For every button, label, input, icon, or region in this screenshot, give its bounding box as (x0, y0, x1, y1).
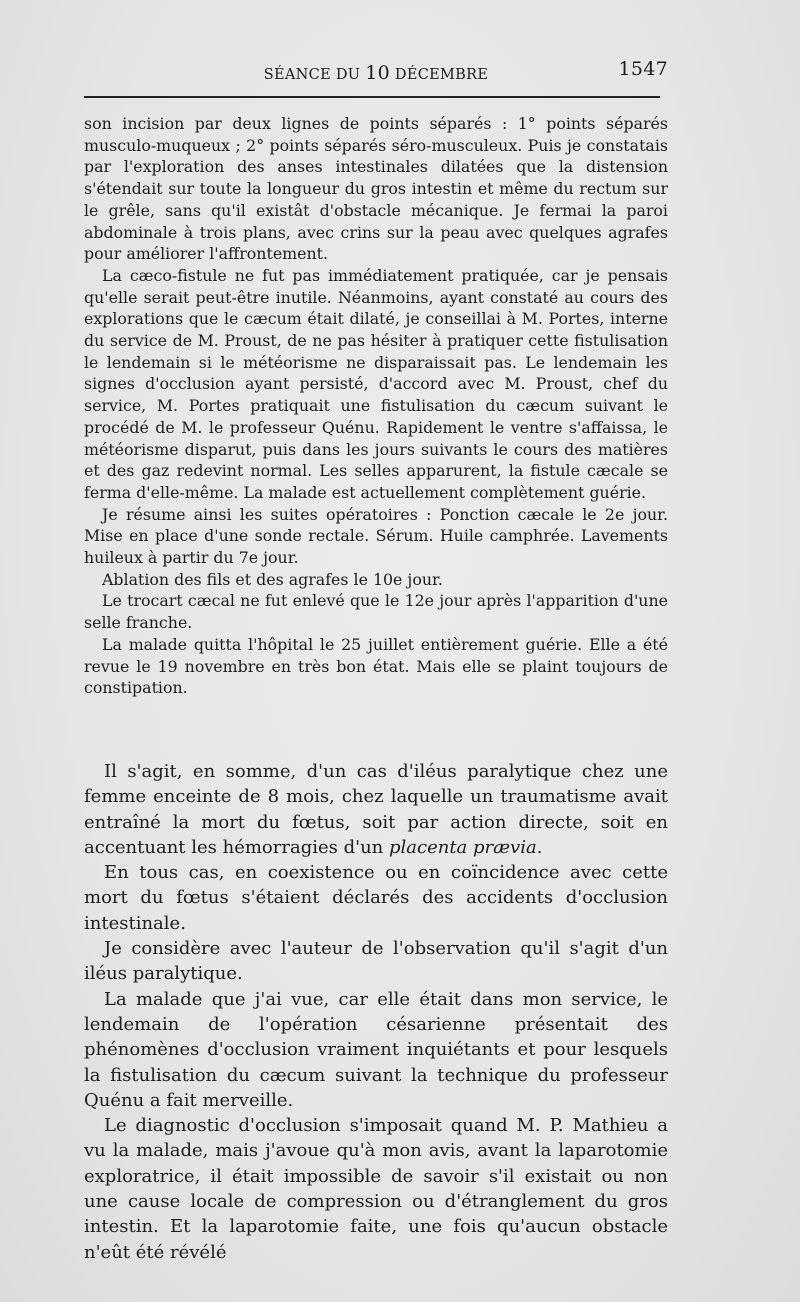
paragraph: Je considère avec l'auteur de l'observation qu'il s'agit d'un iléus paralytique. (84, 938, 668, 985)
header-title-number: 10 (365, 62, 390, 84)
paragraph: Ablation des fils et des agrafes le 10e jour. (102, 569, 443, 589)
header-title (84, 62, 668, 84)
paragraph: Le trocart cæcal ne fut enlevé que le 12e jour après l'apparition d'une selle franche. (84, 591, 668, 633)
paragraph: son incision par deux lignes de points séparés : 1° points séparés musculo-muqueux ; 2° points séparés séro-musculeux. Puis je constatais par l'exploration des anses intestinales dilatées que la distension s'étendait sur toute la longueur du gros intestin et même du rectum sur le grêle, sans qu'il existât d'obstacle mécanique. Je fermai la paroi abdominale à trois plans, avec crins sur la peau avec quelques agrafes pour améliorer l'affrontement. (84, 114, 668, 264)
paragraph: La malade quitta l'hôpital le 25 juillet entièrement guérie. Elle a été revue le 19 novembre en très bon état. Mais elle se plaint toujours de constipation. (84, 634, 668, 698)
paragraph-text: . (536, 836, 543, 858)
paragraph: Le diagnostic d'occlusion s'imposait quand M. P. Mathieu a vu la malade, mais j'avoue qu'à mon avis, avant la laparotomie exploratrice, il était impossible de savoir s'il existait ou non une cause locale de compression ou d'étranglement du gros intestin. Et la laparotomie faite, une fois qu'aucun obstacle n'eût été révélé (84, 1115, 668, 1263)
observation-text (84, 113, 668, 699)
italic-term: placenta prævia (388, 836, 537, 858)
paragraph: La malade que j'ai vue, car elle était dans mon service, le lendemain de l'opération césarienne présentait des phénomènes d'occlusion vraiment inquiétants et pour lesquels la fistulisation du cæcum suivant la technique du professeur Quénu a fait merveille. (84, 988, 668, 1111)
paragraph-text: Il s'agit, en somme, d'un cas d'iléus paralytique chez une femme enceinte de 8 mois, chez laquelle un traumatisme avait entraîné la mort du fœtus, soit par action directe, soit en accentuant les hémorragies d'un (84, 761, 668, 858)
running-header (84, 58, 668, 86)
header-title-pre: SÉANCE DU (263, 67, 366, 83)
header-title-post: DÉCEMBRE (390, 67, 489, 83)
paragraph: Je résume ainsi les suites opératoires : Ponction cæcale le 2e jour. Mise en place d'une sonde rectale. Sérum. Huile camphrée. Lavements huileux à partir du 7e jour. (84, 504, 668, 568)
page-number: 1547 (618, 58, 668, 80)
commentary-text (84, 759, 668, 1265)
paragraph: La cæco-fistule ne fut pas immédiatement pratiquée, car je pensais qu'elle serait peut-être inutile. Néanmoins, ayant constaté au cours des explorations que le cæcum était dilaté, je conseillai à M. Portes, interne du service de M. Proust, de ne pas hésiter à pratiquer cette fistulisation le lendemain si le météorisme ne disparaissait pas. Le lendemain les signes d'occlusion ayant persisté, d'accord avec M. Proust, chef du service, M. Portes pratiquait une fistulisation du cæcum suivant le procédé de M. le professeur Quénu. Rapidement le ventre s'affaissa, le météorisme disparut, puis dans les jours suivants le cours des matières et des gaz redevint normal. Les selles apparurent, la fistule cæcale se ferma d'elle-même. La malade est actuellement complètement guérie. (84, 265, 668, 502)
paragraph (84, 759, 668, 860)
paragraph: En tous cas, en coexistence ou en coïncidence avec cette mort du fœtus s'étaient déclarés des accidents d'occlusion intestinale. (84, 862, 668, 934)
header-rule (84, 96, 660, 98)
